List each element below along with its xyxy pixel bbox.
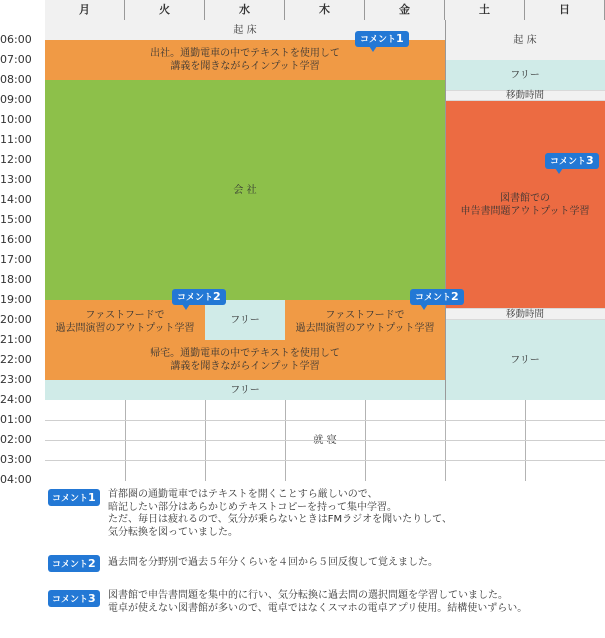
comment-1-note xyxy=(48,489,605,544)
time-label: 21:00 xyxy=(0,333,32,346)
commute-pm-block xyxy=(45,340,445,380)
comment-3-badge xyxy=(48,590,100,607)
day-header-tue: 火 xyxy=(125,0,205,20)
fastfood-thu-fri-line1: ファストフードで xyxy=(325,310,405,321)
move-pm-block xyxy=(445,308,605,320)
time-label: 01:00 xyxy=(0,413,32,426)
time-label: 15:00 xyxy=(0,213,32,226)
time-label: 03:00 xyxy=(0,453,32,466)
fastfood-mon-tue-block xyxy=(45,300,205,340)
commute-pm-line1: 帰宅。通勤電車の中でテキストを使用して xyxy=(150,348,340,359)
free-weekend-pm-label: フリー xyxy=(510,354,540,366)
free-weekend-pm-block xyxy=(445,320,605,400)
move-pm-label: 移動時間 xyxy=(505,308,544,320)
free-weekend-am-block xyxy=(445,60,605,90)
bubble-tail xyxy=(182,304,190,310)
day-header-sat: 土 xyxy=(445,0,525,20)
time-label: 08:00 xyxy=(0,73,32,86)
free-night-label: フリー xyxy=(230,384,260,396)
grid-line xyxy=(445,20,446,400)
time-label: 19:00 xyxy=(0,293,32,306)
comment-2-bubble-left-label: コメント xyxy=(177,293,214,303)
day-header-thu: 木 xyxy=(285,0,365,20)
time-label: 14:00 xyxy=(0,193,32,206)
comment-3-text: 図書館で申告書問題を集中的に行い、気分転換に過去問の選択問題を学習していました。 電卓が使えない図書館が多いので、電卓ではなくスマホの電卓アプリ使用。結構使いずらい。 xyxy=(108,590,528,614)
time-label: 20:00 xyxy=(0,313,32,326)
comment-3-bubble xyxy=(545,153,599,169)
comment-2-badge-num: 2 xyxy=(88,557,96,570)
company-block xyxy=(45,80,445,300)
comment-2-bubble-right-label: コメント xyxy=(415,293,452,303)
comment-3-badge-label: コメント xyxy=(52,595,89,605)
library-block xyxy=(445,101,605,308)
time-label: 02:00 xyxy=(0,433,32,446)
comment-2-bubble-right-num: 2 xyxy=(451,290,459,303)
comment-1-text: 首都圏の通勤電車ではテキストを開くことすら厳しいので、 暗記したい部分はあらかじめテキストコピーを持って集中学習。 ただ、毎日は疲れるので、気分が乗らないときはFMラジオを聞いたりして、 気分転換を図っていました。 xyxy=(108,489,452,538)
library-line1: 図書館での xyxy=(500,192,550,204)
time-label: 13:00 xyxy=(0,173,32,186)
sleep-label: 就 寝 xyxy=(313,435,337,446)
comment-1-bubble-label: コメント xyxy=(360,35,397,45)
grid-line xyxy=(45,420,605,421)
comment-2-bubble-left xyxy=(172,289,226,305)
free-wed-block xyxy=(205,300,285,340)
free-wed-label: フリー xyxy=(230,314,260,326)
comment-1-bubble xyxy=(355,31,409,47)
time-label: 04:00 xyxy=(0,473,32,486)
time-label: 23:00 xyxy=(0,373,32,386)
comment-2-text: 過去問を分野別で過去５年分くらいを４回から５回反復して覚えました。 xyxy=(108,557,438,568)
commute-am-line2: 講義を聞きながらインプット学習 xyxy=(170,61,320,72)
time-label: 24:00 xyxy=(0,393,32,406)
time-label: 17:00 xyxy=(0,253,32,266)
time-label: 09:00 xyxy=(0,93,32,106)
time-label: 12:00 xyxy=(0,153,32,166)
fastfood-thu-fri-line2: 過去問演習のアウトプット学習 xyxy=(295,323,435,334)
day-header-fri: 金 xyxy=(365,0,445,20)
grid-line xyxy=(45,460,605,461)
time-label: 11:00 xyxy=(0,133,32,146)
comment-1-bubble-num: 1 xyxy=(396,32,404,45)
comment-3-badge-num: 3 xyxy=(88,592,96,605)
bubble-tail xyxy=(420,304,428,310)
wake-weekend-block xyxy=(445,20,605,60)
comment-1-badge xyxy=(48,489,100,506)
time-label: 22:00 xyxy=(0,353,32,366)
comment-2-badge-label: コメント xyxy=(52,560,89,570)
comment-3-bubble-label: コメント xyxy=(550,157,587,167)
time-label: 06:00 xyxy=(0,33,32,46)
move-am-block xyxy=(445,90,605,101)
commute-am-line1: 出社。通勤電車の中でテキストを使用して xyxy=(150,48,340,59)
comment-2-badge xyxy=(48,555,100,572)
comment-2-bubble-right xyxy=(410,289,464,305)
grid-line xyxy=(45,440,605,441)
wake-weekday-label: 起 床 xyxy=(233,24,257,36)
company-label: 会 社 xyxy=(233,184,257,196)
day-header-mon: 月 xyxy=(45,0,125,20)
move-am-label: 移動時間 xyxy=(505,90,544,101)
wake-weekend-label: 起 床 xyxy=(513,34,537,46)
comment-3-note xyxy=(48,590,605,620)
bubble-tail xyxy=(369,46,377,52)
fastfood-mon-tue-line1: ファストフードで xyxy=(85,310,165,321)
comment-2-bubble-left-num: 2 xyxy=(213,290,221,303)
day-header-wed: 水 xyxy=(205,0,285,20)
library-line2: 申告書問題アウトプット学習 xyxy=(460,205,590,217)
comment-3-bubble-num: 3 xyxy=(586,154,594,167)
comment-1-badge-label: コメント xyxy=(52,494,89,504)
time-label: 10:00 xyxy=(0,113,32,126)
free-night-block xyxy=(45,380,445,400)
time-label: 18:00 xyxy=(0,273,32,286)
time-label: 16:00 xyxy=(0,233,32,246)
bubble-tail xyxy=(555,168,563,174)
commute-pm-line2: 講義を聞きながらインプット学習 xyxy=(170,361,320,372)
time-label: 07:00 xyxy=(0,53,32,66)
comment-2-note xyxy=(48,555,605,575)
comment-1-badge-num: 1 xyxy=(88,491,96,504)
day-header-sun: 日 xyxy=(525,0,605,20)
free-weekend-am-label: フリー xyxy=(510,69,540,81)
fastfood-mon-tue-line2: 過去問演習のアウトプット学習 xyxy=(55,323,195,334)
